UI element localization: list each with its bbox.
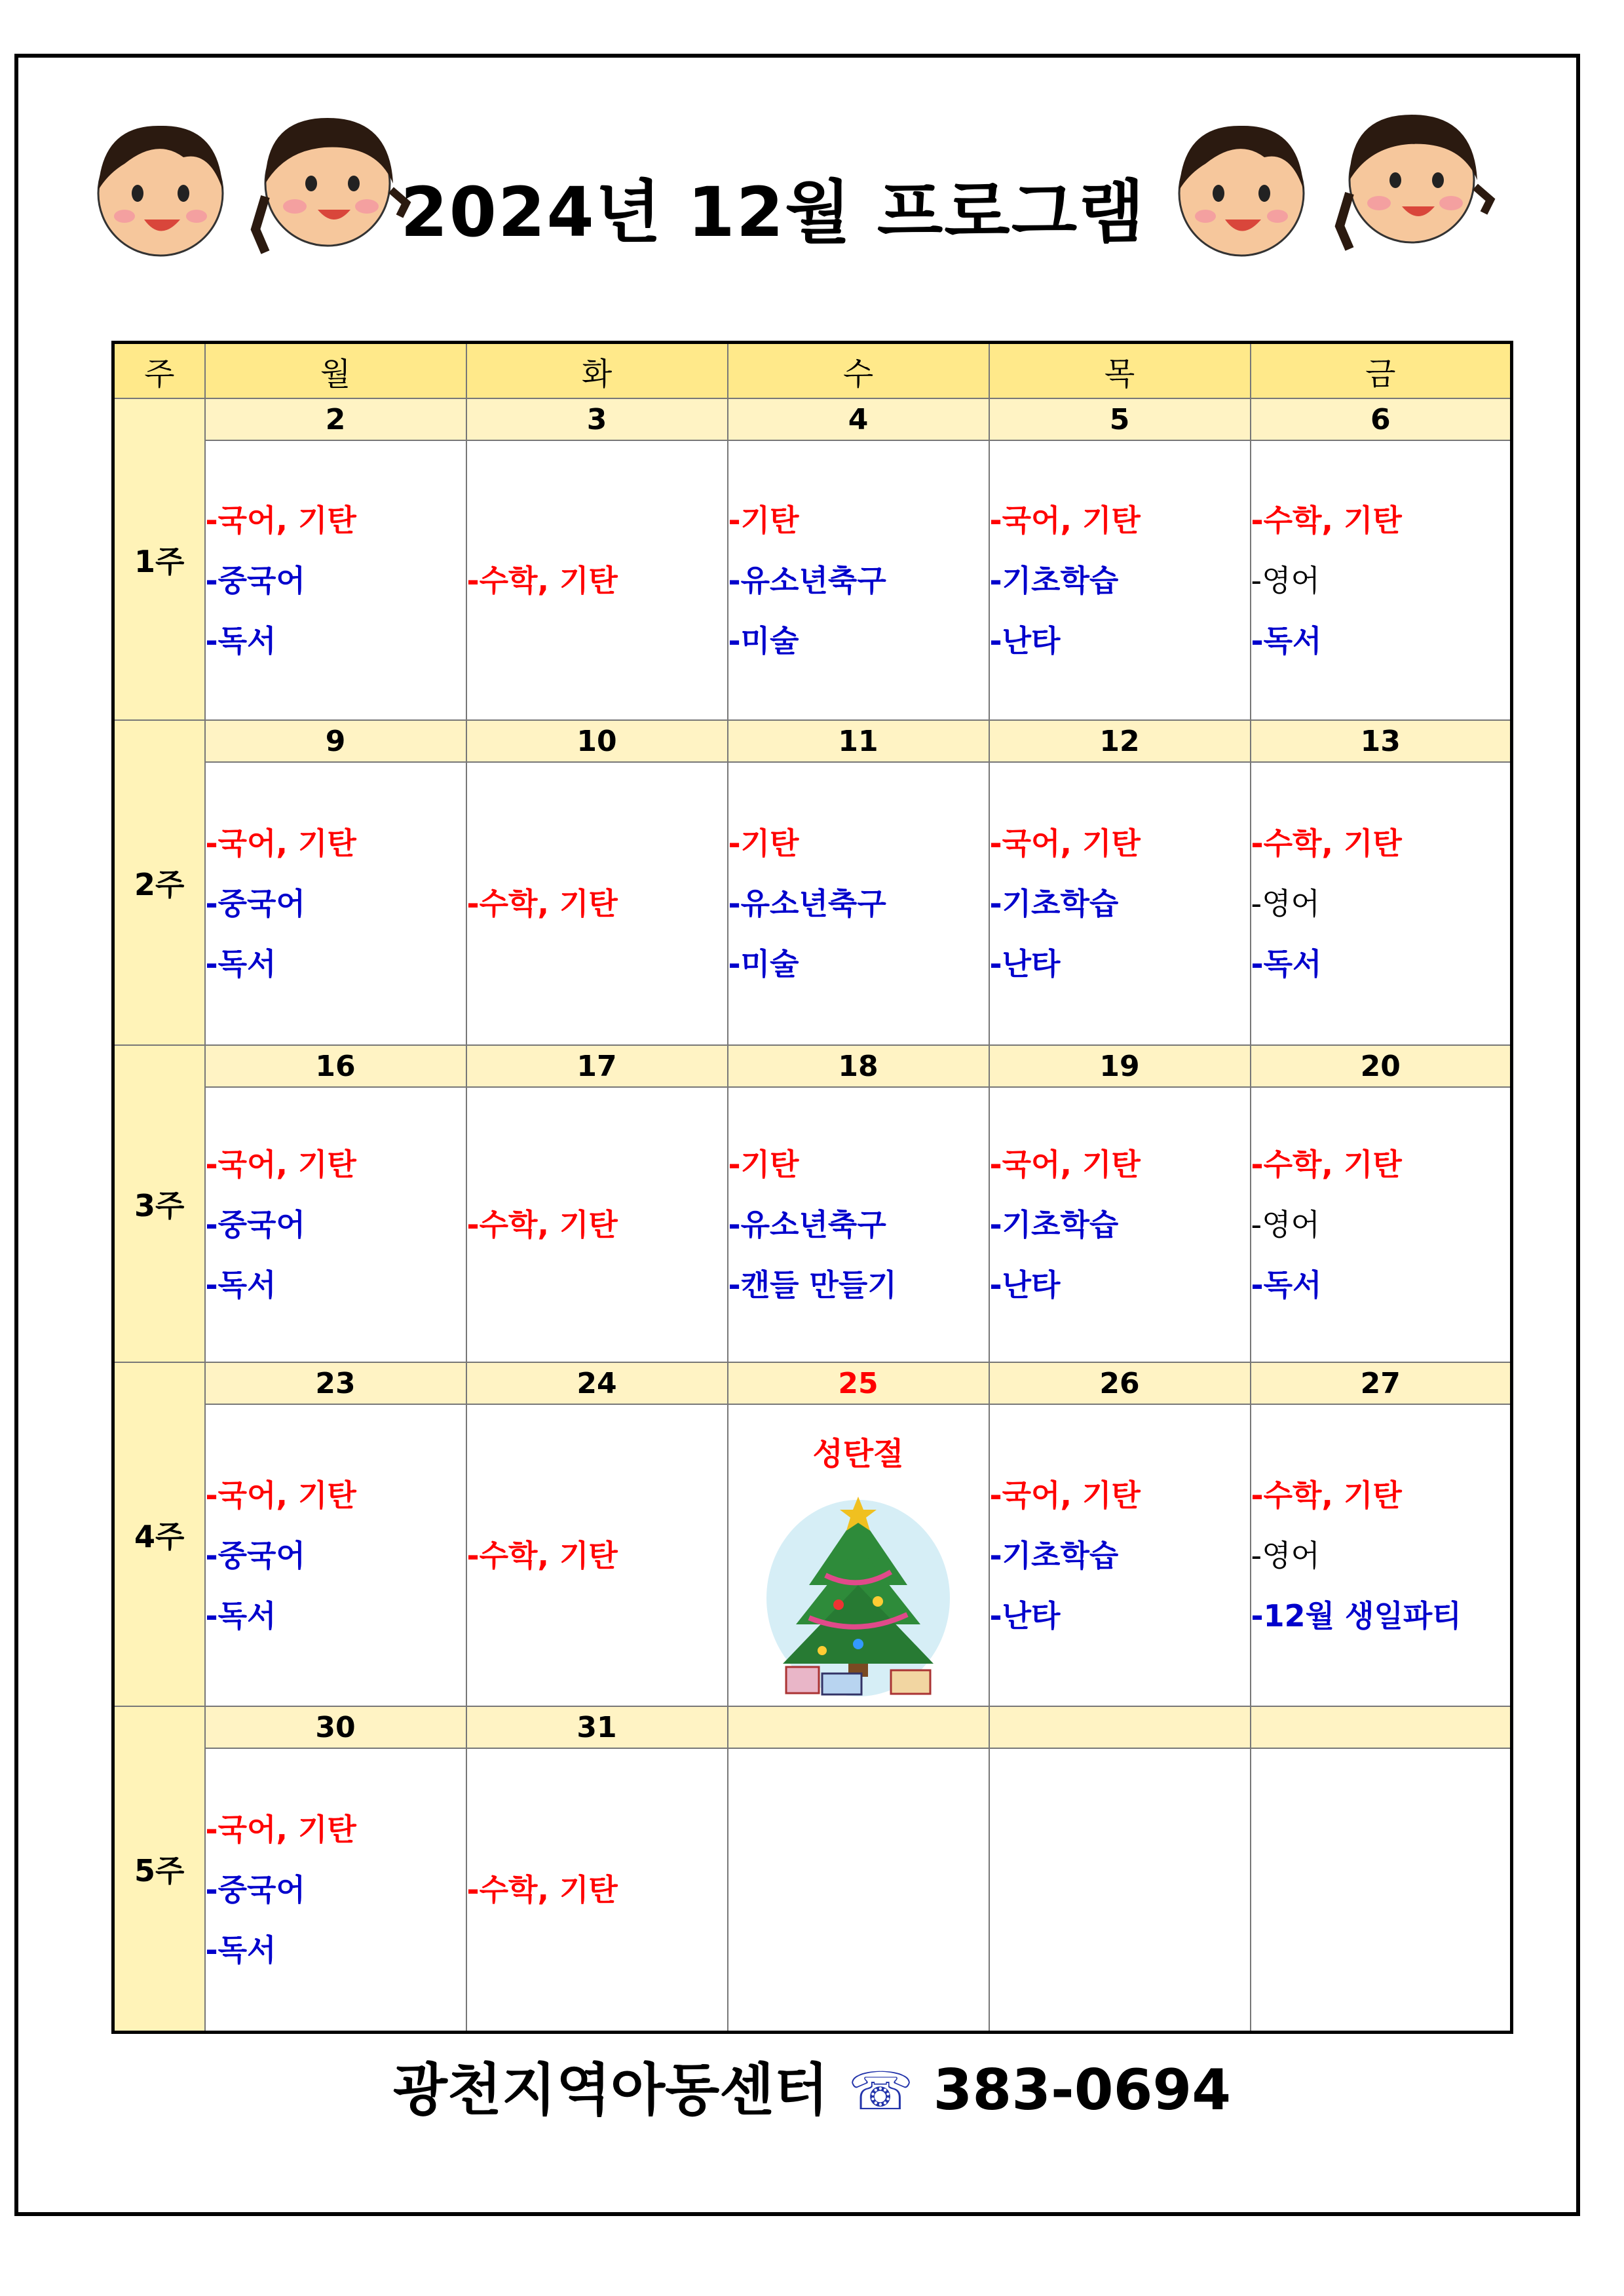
- activity-item: -난타: [989, 622, 1061, 659]
- date-cell: 11: [728, 720, 989, 762]
- day-cell: [989, 762, 1251, 1045]
- activity-item: -독서: [205, 622, 276, 659]
- activity-row: [113, 1748, 1512, 2033]
- day-cell: [1251, 1748, 1512, 2033]
- telephone-icon: ☏: [848, 2061, 914, 2122]
- activity-item: -수학, 기탄: [1251, 1477, 1402, 1513]
- activity-item: -12월 생일파티: [1251, 1598, 1462, 1634]
- activity-item: -수학, 기탄: [466, 1207, 618, 1242]
- activity-item: -기초학습: [989, 562, 1119, 598]
- activity-item: -기초학습: [989, 1537, 1119, 1573]
- activity-item: -수학, 기탄: [1251, 826, 1402, 861]
- activity-item: -국어, 기탄: [989, 502, 1141, 538]
- week-label: 5주: [113, 1706, 205, 2033]
- activity-item: -독서: [205, 1932, 276, 1968]
- activity-item: -국어, 기탄: [989, 826, 1141, 861]
- date-cell: 3: [466, 398, 728, 440]
- activity-item: -미술: [728, 946, 799, 982]
- header-wed: 수: [728, 343, 989, 399]
- date-cell: [1251, 1706, 1512, 1748]
- activity-item: -수학, 기탄: [466, 1537, 618, 1573]
- activity-item: -국어, 기탄: [205, 1147, 356, 1182]
- date-cell: 26: [989, 1362, 1251, 1404]
- activity-item: -중국어: [205, 1872, 305, 1907]
- date-cell: 30: [205, 1706, 466, 1748]
- date-cell: 4: [728, 398, 989, 440]
- activity-row: [113, 1404, 1512, 1706]
- activity-row: [113, 440, 1512, 720]
- activity-item: -국어, 기탄: [205, 1477, 356, 1513]
- day-cell: [466, 1087, 728, 1362]
- week-label: 2주: [113, 720, 205, 1045]
- activity-item: -수학, 기탄: [1251, 1147, 1402, 1182]
- activity-item: -수학, 기탄: [466, 886, 618, 921]
- day-cell: [728, 1087, 989, 1362]
- activity-row: [113, 1087, 1512, 1362]
- day-cell: [989, 1404, 1251, 1706]
- page-title: 2024년 12월 프로그램: [400, 172, 1146, 252]
- holiday-name: 성탄절: [812, 1436, 904, 1472]
- day-cell: [989, 1087, 1251, 1362]
- boy-face-icon: [85, 111, 236, 262]
- date-row: [113, 720, 1512, 762]
- activity-item: -영어: [1251, 1207, 1320, 1242]
- holiday-box: [728, 1428, 989, 1706]
- day-cell: [1251, 1404, 1512, 1706]
- date-cell: 5: [989, 398, 1251, 440]
- header-tue: 화: [466, 343, 728, 399]
- christmas-tree-icon: [760, 1487, 956, 1703]
- activity-item: -기초학습: [989, 1207, 1119, 1242]
- day-cell: [466, 1748, 728, 2033]
- header-row: [113, 343, 1512, 399]
- program-calendar: [111, 341, 1513, 2034]
- activity-item: -캔들 만들기: [728, 1267, 897, 1303]
- day-cell: [205, 1748, 466, 2033]
- activity-item: -국어, 기탄: [205, 826, 356, 861]
- activity-item: -수학, 기탄: [466, 562, 618, 598]
- day-cell: [466, 1404, 728, 1706]
- date-cell: 31: [466, 1706, 728, 1748]
- activity-item: -미술: [728, 622, 799, 659]
- center-name: 광천지역아동센터: [392, 2057, 829, 2123]
- date-row: [113, 1706, 1512, 1748]
- day-cell: [728, 1404, 989, 1706]
- day-cell: [205, 440, 466, 720]
- day-cell: [205, 1087, 466, 1362]
- date-cell: 23: [205, 1362, 466, 1404]
- day-cell: [205, 762, 466, 1045]
- girl-face-icon: [1330, 95, 1500, 259]
- header-fri: 금: [1251, 343, 1512, 399]
- date-cell: 10: [466, 720, 728, 762]
- date-cell: 20: [1251, 1045, 1512, 1087]
- activity-item: -유소년축구: [728, 562, 886, 598]
- date-cell: [989, 1706, 1251, 1748]
- activity-item: -독서: [205, 1598, 276, 1634]
- day-cell: [728, 440, 989, 720]
- activity-item: -난타: [989, 1598, 1061, 1634]
- date-cell: 17: [466, 1045, 728, 1087]
- day-cell: [1251, 762, 1512, 1045]
- week-label: 4주: [113, 1362, 205, 1706]
- header-thu: 목: [989, 343, 1251, 399]
- date-cell: 13: [1251, 720, 1512, 762]
- day-cell: [728, 1748, 989, 2033]
- footer: [0, 2044, 1624, 2126]
- date-row: [113, 398, 1512, 440]
- activity-item: -기탄: [728, 502, 799, 538]
- day-cell: [466, 440, 728, 720]
- date-cell: 27: [1251, 1362, 1512, 1404]
- activity-item: -국어, 기탄: [205, 502, 356, 538]
- date-cell: 9: [205, 720, 466, 762]
- activity-item: -국어, 기탄: [989, 1147, 1141, 1182]
- activity-item: -독서: [1251, 946, 1322, 982]
- activity-item: -영어: [1251, 562, 1320, 598]
- date-cell: 25: [728, 1362, 989, 1404]
- day-cell: [1251, 1087, 1512, 1362]
- boy-face-icon: [1166, 111, 1317, 262]
- activity-item: -중국어: [205, 562, 305, 598]
- day-cell: [1251, 440, 1512, 720]
- week-label: 1주: [113, 398, 205, 720]
- date-cell: 19: [989, 1045, 1251, 1087]
- activity-item: -유소년축구: [728, 1207, 886, 1242]
- date-cell: 18: [728, 1045, 989, 1087]
- date-cell: 2: [205, 398, 466, 440]
- activity-item: -독서: [1251, 1267, 1322, 1303]
- day-cell: [466, 762, 728, 1045]
- day-cell: [989, 440, 1251, 720]
- activity-item: -수학, 기탄: [466, 1872, 618, 1907]
- phone-number: 383-0694: [933, 2057, 1232, 2123]
- date-cell: 6: [1251, 398, 1512, 440]
- activity-item: -난타: [989, 1267, 1061, 1303]
- day-cell: [728, 762, 989, 1045]
- date-cell: 12: [989, 720, 1251, 762]
- activity-item: -영어: [1251, 1537, 1320, 1573]
- activity-item: -중국어: [205, 1537, 305, 1573]
- activity-item: -국어, 기탄: [205, 1812, 356, 1847]
- activity-item: -영어: [1251, 886, 1320, 921]
- activity-item: -독서: [205, 1267, 276, 1303]
- date-cell: 16: [205, 1045, 466, 1087]
- header-mon: 월: [205, 343, 466, 399]
- week-label: 3주: [113, 1045, 205, 1362]
- activity-item: -국어, 기탄: [989, 1477, 1141, 1513]
- activity-item: -유소년축구: [728, 886, 886, 921]
- day-cell: [989, 1748, 1251, 2033]
- activity-item: -기탄: [728, 826, 799, 861]
- activity-item: -독서: [205, 946, 276, 982]
- date-row: [113, 1045, 1512, 1087]
- activity-item: -중국어: [205, 886, 305, 921]
- activity-row: [113, 762, 1512, 1045]
- activity-item: -독서: [1251, 622, 1322, 659]
- activity-item: -수학, 기탄: [1251, 502, 1402, 538]
- date-cell: 24: [466, 1362, 728, 1404]
- date-cell: [728, 1706, 989, 1748]
- activity-item: -중국어: [205, 1207, 305, 1242]
- day-cell: [205, 1404, 466, 1706]
- header-week: 주: [113, 343, 205, 399]
- activity-item: -기초학습: [989, 886, 1119, 921]
- date-row: [113, 1362, 1512, 1404]
- activity-item: -난타: [989, 946, 1061, 982]
- activity-item: -기탄: [728, 1147, 799, 1182]
